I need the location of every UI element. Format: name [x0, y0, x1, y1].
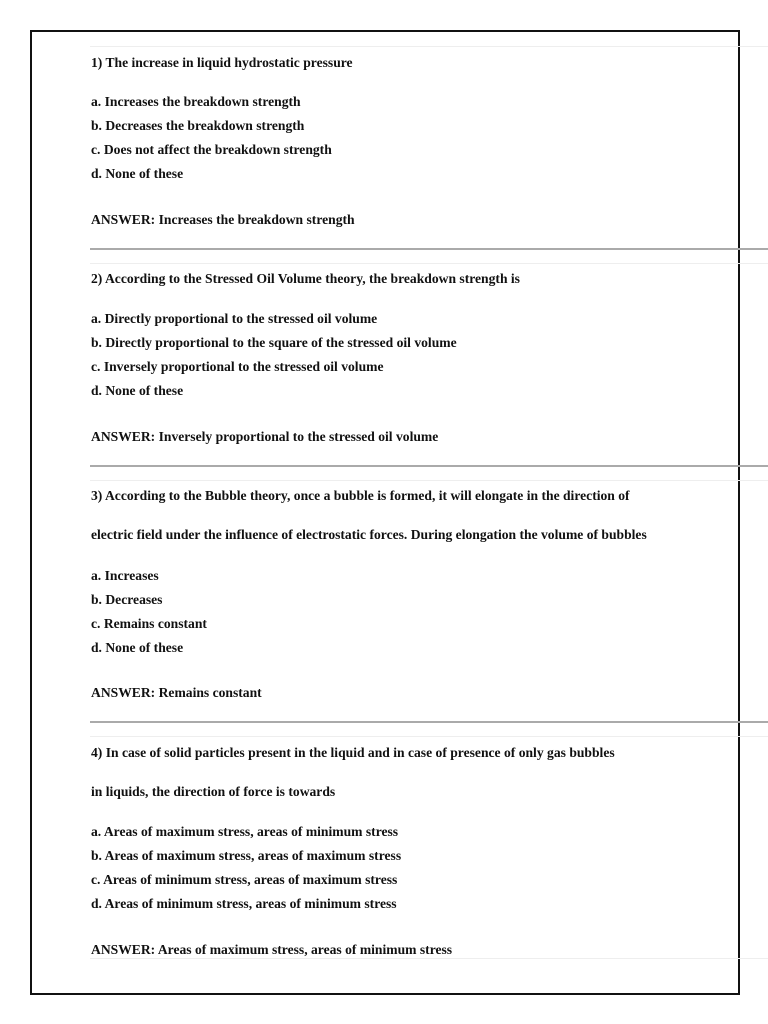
q3-option-a: a. Increases	[91, 568, 159, 583]
q2-option-a: a. Directly proportional to the stressed oil volume	[91, 311, 378, 326]
q3-option-b: b. Decreases	[91, 592, 163, 607]
q3-option-c: c. Remains constant	[91, 616, 207, 631]
q2-answer: ANSWER: Inversely proportional to the stressed oil volume	[91, 429, 439, 444]
q2-option-c: c. Inversely proportional to the stressed oil volume	[91, 359, 384, 374]
q1-option-a: a. Increases the breakdown strength	[91, 94, 301, 109]
question-4-text: 4) In case of solid particles present in the liquid and in case of presence of only gas bubbles	[91, 745, 615, 760]
question-1-text: 1) The increase in liquid hydrostatic pressure	[91, 55, 353, 70]
separator	[90, 721, 768, 723]
question-3-text-cont: electric field under the influence of electrostatic forces. During elongation the volume of bubbles	[91, 527, 647, 542]
q4-answer: ANSWER: Areas of maximum stress, areas of minimum stress	[91, 942, 453, 957]
question-2-text: 2) According to the Stressed Oil Volume theory, the breakdown strength is	[91, 271, 520, 286]
q2-option-b: b. Directly proportional to the square of the stressed oil volume	[91, 335, 457, 350]
question-4-text-cont: in liquids, the direction of force is towards	[91, 784, 336, 799]
question-block-border	[90, 958, 768, 959]
question-block-border	[90, 263, 768, 264]
q3-option-d: d. None of these	[91, 640, 184, 655]
separator	[90, 465, 768, 467]
q1-option-c: c. Does not affect the breakdown strength	[91, 142, 332, 157]
question-block-border	[90, 480, 768, 481]
question-3-text: 3) According to the Bubble theory, once a bubble is formed, it will elongate in the direction of	[91, 488, 630, 503]
q3-answer: ANSWER: Remains constant	[91, 685, 262, 700]
q1-answer: ANSWER: Increases the breakdown strength	[91, 212, 355, 227]
q4-option-c: c. Areas of minimum stress, areas of maximum stress	[91, 872, 398, 887]
separator	[90, 248, 768, 250]
q4-option-b: b. Areas of maximum stress, areas of maximum stress	[91, 848, 402, 863]
q4-option-d: d. Areas of minimum stress, areas of minimum stress	[91, 896, 397, 911]
question-block-border	[90, 736, 768, 737]
question-block-border	[90, 46, 768, 47]
q4-option-a: a. Areas of maximum stress, areas of minimum stress	[91, 824, 399, 839]
q2-option-d: d. None of these	[91, 383, 184, 398]
q1-option-d: d. None of these	[91, 166, 184, 181]
q1-option-b: b. Decreases the breakdown strength	[91, 118, 305, 133]
